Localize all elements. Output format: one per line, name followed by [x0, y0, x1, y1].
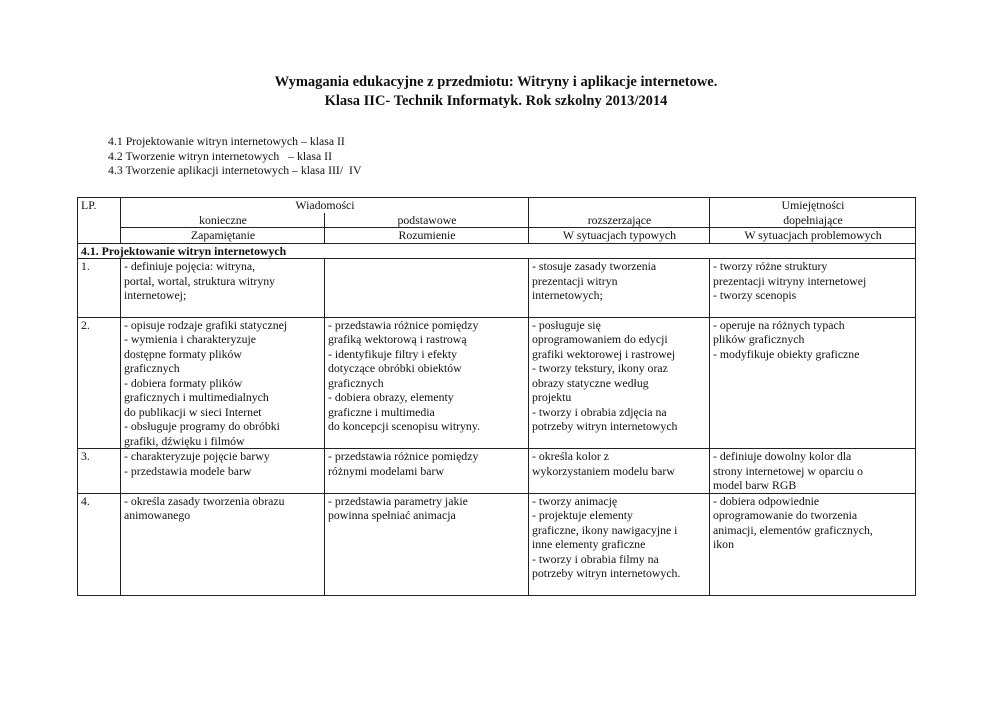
cell-line: - tworzy i obrabia zdjęcia na	[532, 404, 667, 419]
row-number: 4.	[78, 493, 121, 595]
cell-line: - operuje na różnych typach	[713, 317, 845, 332]
cell-line: graficznych	[328, 375, 384, 390]
cell-line: - tworzy i obrabia filmy na	[532, 551, 659, 566]
cell-line: - definiuje dowolny kolor dla	[713, 449, 852, 463]
cell-line: oprogramowaniem do edycji	[532, 332, 668, 346]
cell-line: do koncepcji scenopisu witryny.	[328, 419, 480, 433]
cell-line: portal, wortal, struktura witryny	[124, 273, 276, 288]
header-dopelniajace: dopełniające	[710, 213, 916, 228]
cell-line: - identyfikuje filtry i efekty	[328, 346, 458, 361]
header-rozumienie: Rozumienie	[325, 228, 529, 244]
cell-line: graficznych i multimedialnych	[124, 390, 269, 404]
header-lp-spacer	[78, 213, 121, 228]
cell-line: - stosuje zasady tworzenia	[532, 259, 657, 273]
cell-line: - przedstawia modele barw	[124, 463, 252, 478]
cell-line: - przedstawia różnice pomiędzy	[328, 317, 479, 332]
header-lp: LP.	[78, 198, 121, 213]
header-empty	[529, 198, 710, 213]
cell-line: oprogramowanie do tworzenia	[713, 508, 858, 522]
section-list-item: 4.2 Tworzenie witryn internetowych – klasa II	[108, 148, 333, 163]
cell-podstawowe	[325, 259, 529, 318]
title-line-2: Klasa IIC- Technik Informatyk. Rok szkolny 2013/2014	[324, 93, 668, 109]
cell-line: - dobiera odpowiednie	[713, 493, 820, 508]
cell-line: - charakteryzuje pojęcie barwy	[124, 449, 270, 463]
cell-line: - przedstawia różnice pomiędzy	[328, 449, 479, 463]
header-row-levels	[78, 213, 916, 228]
row-number: 2.	[78, 317, 121, 449]
cell-line: prezentacji witryn	[532, 273, 618, 288]
cell-line: inne elementy graficzne	[532, 537, 646, 551]
cell-line: powinna spełniać animacja	[328, 508, 456, 522]
section-title: 4.1. Projektowanie witryn internetowych	[78, 243, 916, 259]
cell-spacer	[532, 303, 707, 317]
cell-line: animacji, elementów graficznych,	[713, 522, 873, 537]
document-title	[0, 73, 992, 111]
header-zapamietanie: Zapamiętanie	[121, 228, 325, 244]
cell-rozszerzajace	[529, 317, 710, 449]
cell-rozszerzajace	[529, 259, 710, 318]
header-lp-spacer	[78, 228, 121, 244]
header-row-groups	[78, 198, 916, 213]
cell-line: obrazy statyczne według	[532, 375, 649, 390]
cell-line: potrzeby witryn internetowych	[532, 419, 678, 433]
cell-line: - tworzy tekstury, ikony oraz	[532, 361, 668, 375]
cell-rozszerzajace	[529, 449, 710, 494]
cell-dopelniajace	[710, 449, 916, 494]
cell-line: - definiuje pojęcia: witryna,	[124, 259, 256, 273]
cell-line: dotyczące obróbki obiektów	[328, 361, 462, 375]
title-line-1: Wymagania edukacyjne z przedmiotu: Witryny i aplikacje internetowe.	[274, 74, 718, 90]
cell-line: prezentacji witryny internetowej	[713, 273, 867, 288]
cell-line: graficzne, ikony nawigacyjne i	[532, 522, 678, 537]
cell-line: animowanego	[124, 508, 191, 522]
cell-line: - opisuje rodzaje grafiki statycznej	[124, 317, 288, 332]
section-list	[108, 134, 361, 178]
cell-line: grafiką wektorową i rastrową	[328, 332, 467, 346]
cell-konieczne	[121, 493, 325, 595]
row-number: 3.	[78, 449, 121, 494]
cell-podstawowe	[325, 317, 529, 449]
cell-line: - dobiera formaty plików	[124, 375, 243, 390]
header-podstawowe: podstawowe	[325, 213, 529, 228]
cell-line: graficznych	[124, 361, 180, 375]
cell-line: - tworzy różne struktury	[713, 259, 828, 273]
cell-spacer	[124, 303, 322, 317]
table-row	[78, 449, 916, 494]
cell-dopelniajace	[710, 259, 916, 318]
cell-line: - określa kolor z	[532, 449, 609, 463]
cell-line: różnymi modelami barw	[328, 463, 444, 478]
cell-line: strony internetowej w oparciu o	[713, 463, 864, 478]
header-konieczne: konieczne	[121, 213, 325, 228]
header-sytuacje-problemowe: W sytuacjach problemowych	[710, 228, 916, 244]
cell-spacer	[328, 259, 526, 273]
cell-line: wykorzystaniem modelu barw	[532, 463, 675, 478]
cell-line: model barw RGB	[713, 478, 797, 492]
cell-line: internetowej;	[124, 288, 187, 302]
requirements-rows	[78, 259, 916, 596]
table-row	[78, 259, 916, 318]
table-row	[78, 493, 916, 595]
section-row	[78, 243, 916, 259]
requirements-table	[77, 197, 916, 596]
cell-spacer	[713, 303, 913, 317]
cell-line: do publikacji w sieci Internet	[124, 404, 262, 419]
cell-line: - wymienia i charakteryzuje	[124, 332, 256, 346]
cell-line: grafiki wektorowej i rastrowej	[532, 346, 676, 361]
cell-line: - tworzy scenopis	[713, 288, 797, 302]
section-list-item: 4.3 Tworzenie aplikacji internetowych – klasa III/ IV	[108, 163, 362, 177]
header-sytuacje-typowe: W sytuacjach typowych	[529, 228, 710, 244]
cell-line: - tworzy animację	[532, 493, 618, 508]
cell-line: - posługuje się	[532, 317, 601, 332]
cell-line: - obsługuje programy do obróbki	[124, 419, 280, 433]
cell-line: - przedstawia parametry jakie	[328, 493, 468, 508]
header-rozszerzajace: rozszerzające	[529, 213, 710, 228]
cell-line: ikon	[713, 537, 734, 551]
cell-konieczne	[121, 449, 325, 494]
cell-line: grafiki, dźwięku i filmów	[124, 433, 245, 448]
cell-line: dostępne formaty plików	[124, 346, 242, 361]
cell-line: - projektuje elementy	[532, 508, 633, 522]
cell-line: - modyfikuje obiekty graficzne	[713, 346, 860, 361]
header-row-categories	[78, 228, 916, 244]
cell-rozszerzajace	[529, 493, 710, 595]
cell-dopelniajace	[710, 493, 916, 595]
section-list-item: 4.1 Projektowanie witryn internetowych – klasa II	[108, 134, 345, 148]
cell-line: potrzeby witryn internetowych.	[532, 566, 681, 580]
cell-konieczne	[121, 317, 325, 449]
cell-konieczne	[121, 259, 325, 318]
cell-line: graficzne i multimedia	[328, 404, 435, 419]
header-umiejetnosci: Umiejętności	[710, 198, 916, 213]
cell-line: - określa zasady tworzenia obrazu	[124, 493, 285, 508]
table-row	[78, 317, 916, 449]
cell-line: projektu	[532, 390, 572, 404]
cell-line: plików graficznych	[713, 332, 805, 346]
header-wiadomosci: Wiadomości	[121, 198, 529, 213]
cell-line: - dobiera obrazy, elementy	[328, 390, 454, 404]
row-number: 1.	[78, 259, 121, 318]
cell-line: internetowych;	[532, 288, 603, 302]
cell-dopelniajace	[710, 317, 916, 449]
cell-podstawowe	[325, 493, 529, 595]
cell-podstawowe	[325, 449, 529, 494]
